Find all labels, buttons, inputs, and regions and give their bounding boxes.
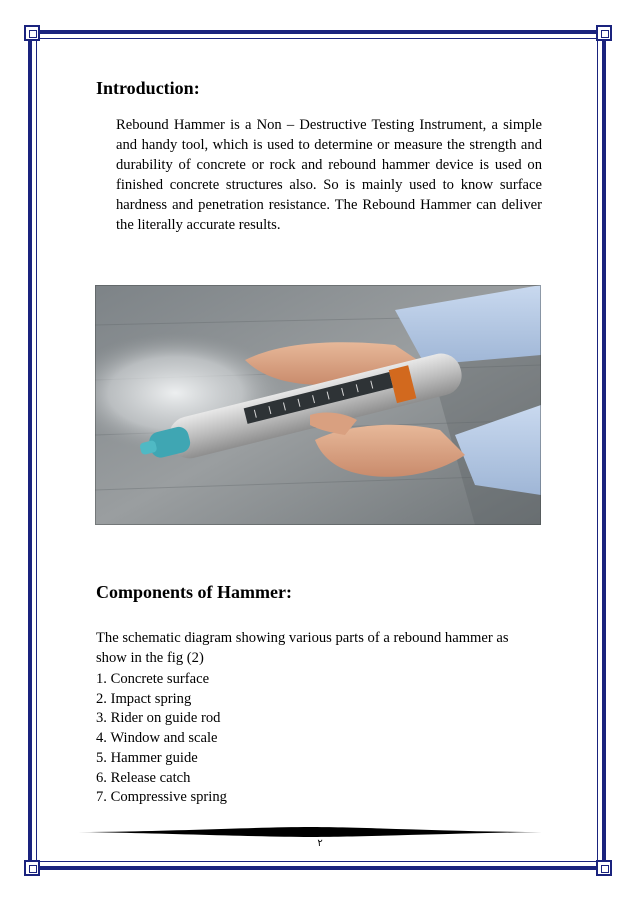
components-list xyxy=(96,670,227,808)
list-item: 4. Window and scale xyxy=(96,730,218,747)
page-number: ٢ xyxy=(317,838,323,849)
introduction-heading: Introduction: xyxy=(96,78,200,98)
footer-divider xyxy=(78,826,542,838)
list-item: 6. Release catch xyxy=(96,769,191,786)
corner-ornament-bottom-left xyxy=(24,860,40,876)
list-item: 5. Hammer guide xyxy=(96,749,198,766)
introduction-paragraph: Rebound Hammer is a Non – Destructive Testing Instrument, a simple and handy tool, which is used to determine or measure the strength and durability of concrete or rock and rebound hammer device is used on finished concrete structures also. So is mainly used to know surface hardness and penetration resistance. The Rebound Hammer can deliver the literally accurate results. xyxy=(116,117,542,233)
rebound-hammer-photo xyxy=(95,285,541,525)
components-intro: The schematic diagram showing various parts of a rebound hammer as show in the fig (2) xyxy=(96,630,509,666)
corner-ornament-top-left xyxy=(24,25,40,41)
list-item: 1. Concrete surface xyxy=(96,671,210,687)
list-item: 2. Impact spring xyxy=(96,690,192,707)
corner-ornament-bottom-right xyxy=(596,860,612,876)
list-item: 3. Rider on guide rod xyxy=(96,710,221,727)
corner-ornament-top-right xyxy=(596,25,612,41)
components-heading: Components of Hammer: xyxy=(96,582,292,602)
list-item: 7. Compressive spring xyxy=(96,789,227,806)
